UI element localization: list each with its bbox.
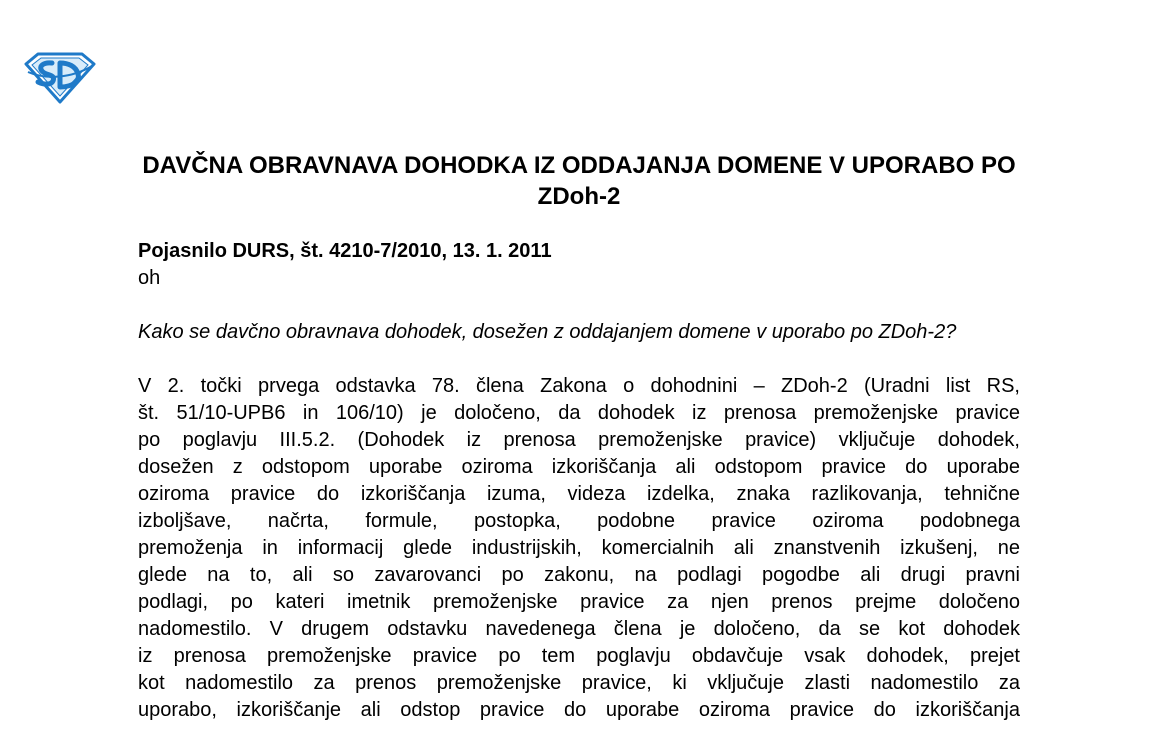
- body-line: izboljšave, načrta, formule, postopka, podobne pravice oziroma podobnega: [138, 510, 1020, 532]
- document-content: [138, 150, 1020, 724]
- body-line: premoženja in informacij glede industrijskih, komercialnih ali znanstvenih izkušenj, ne: [138, 537, 1020, 559]
- body-line: št. 51/10-UPB6 in 106/10) je določeno, da dohodek iz prenosa premoženjske pravice: [138, 402, 1020, 424]
- body-line: podlagi, po kateri imetnik premoženjske pravice za njen prenos prejme določeno: [138, 591, 1020, 613]
- body-line: V 2. točki prvega odstavka 78. člena Zakona o dohodnini – ZDoh-2 (Uradni list RS,: [138, 375, 1020, 397]
- body-line: nadomestilo. V drugem odstavku navedenega člena je določeno, da se kot dohodek: [138, 618, 1020, 640]
- document-source: Pojasnilo DURS, št. 4210-7/2010, 13. 1. 2011: [138, 240, 552, 262]
- document-source-sub: oh: [138, 267, 161, 289]
- body-line: kot nadomestilo za prenos premoženjske pravice, ki vključuje zlasti nadomestilo za: [138, 672, 1020, 694]
- body-line: oziroma pravice do izkoriščanja izuma, videza izdelka, znaka razlikovanja, tehnične: [138, 483, 1020, 505]
- body-line: iz prenosa premoženjske pravice po tem poglavju obdavčuje vsak dohodek, prejet: [138, 645, 1020, 667]
- body-line: po poglavju III.5.2. (Dohodek iz prenosa premoženjske pravice) vključuje dohodek,: [138, 429, 1020, 451]
- body-line: glede na to, ali so zavarovanci po zakonu, na podlagi pogodbe ali drugi pravni: [138, 564, 1020, 586]
- sd-shield-logo-icon: [22, 50, 96, 104]
- body-line: uporabo, izkoriščanje ali odstop pravice do uporabe oziroma pravice do izkoriščanja: [138, 699, 1020, 721]
- company-logo: [22, 50, 96, 104]
- document-question: Kako se davčno obravnava dohodek, dosežen z oddajanjem domene v uporabo po ZDoh-2?: [138, 321, 957, 343]
- body-line: dosežen z odstopom uporabe oziroma izkoriščanja ali odstopom pravice do uporabe: [138, 456, 1020, 478]
- document-title: DAVČNA OBRAVNAVA DOHODKA IZ ODDAJANJA DOMENE V UPORABO PO ZDoh-2: [142, 152, 1016, 210]
- document-body: [138, 373, 1020, 724]
